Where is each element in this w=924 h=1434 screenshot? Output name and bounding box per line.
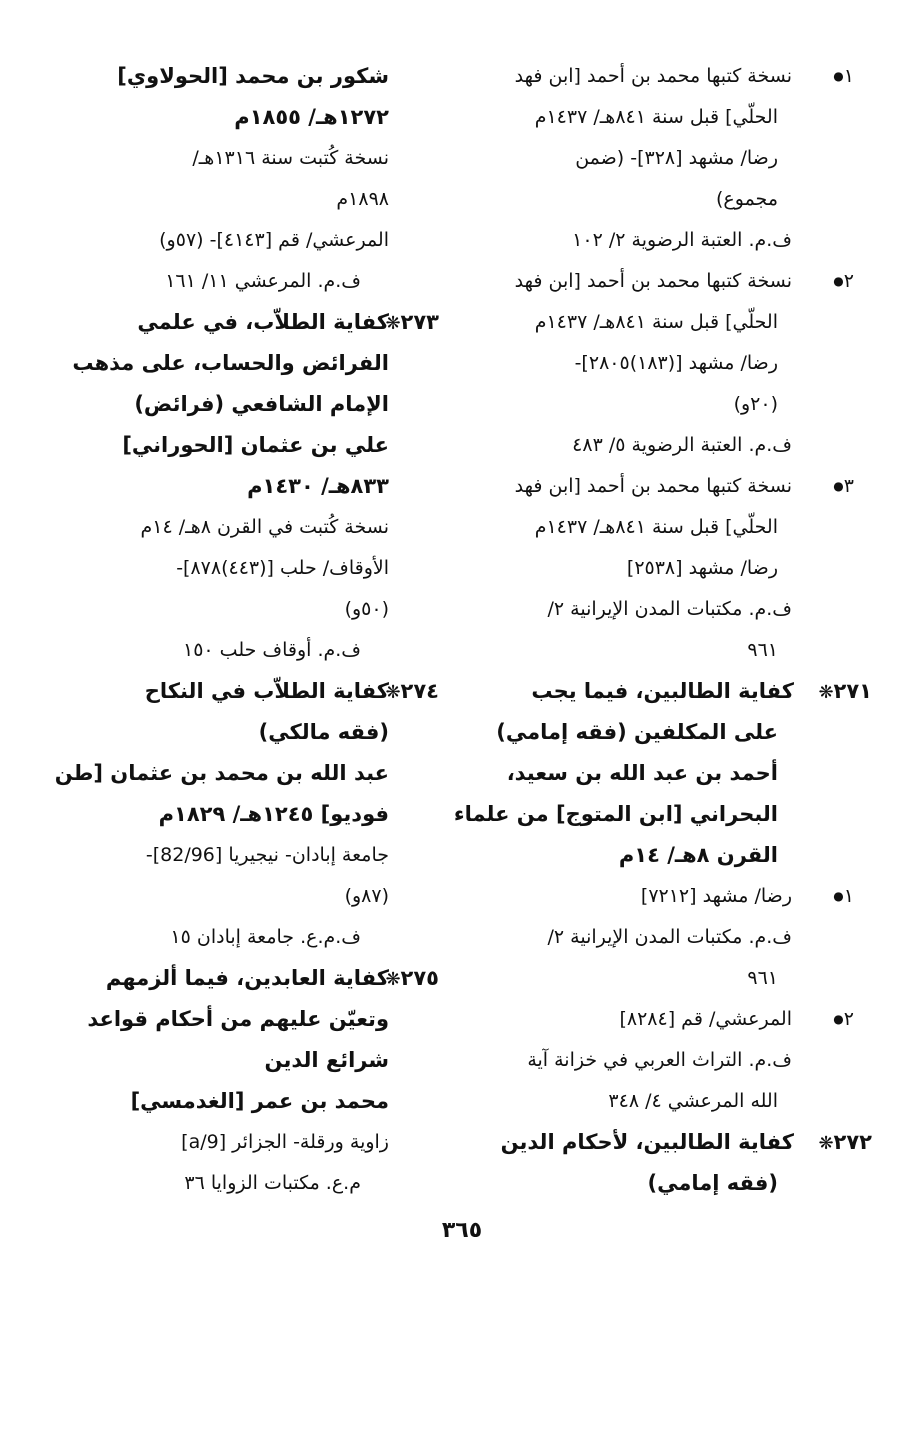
line-text: ف.م. المرعشي ١١/ ١٦١ [165, 270, 361, 292]
line-text: نسخة كتبها محمد بن أحمد [ابن فهد [514, 270, 792, 292]
star-icon: ❋ [385, 682, 401, 703]
bullet-number: ١ [843, 885, 854, 907]
text-line [470, 1081, 822, 1122]
line-text: (٥٠و) [344, 598, 389, 620]
line-text: فوديو] ١٢٤٥هـ/ ١٨٢٩م [158, 802, 389, 826]
page-number: ٣٦٥ [441, 1218, 483, 1243]
line-text: ٩٦١ [747, 967, 778, 989]
line-text: شرائع الدين [264, 1048, 389, 1072]
entry-number [382, 958, 439, 1000]
text-line [470, 138, 822, 179]
text-line [69, 1081, 389, 1122]
text-line [69, 56, 389, 97]
bullet-dot-icon: ● [833, 274, 844, 288]
text-line [69, 425, 389, 466]
line-text: (٨٧و) [344, 885, 389, 907]
entry-number-text: ٢٧٤ [400, 679, 439, 703]
bullet-dot-icon: ● [833, 1012, 844, 1026]
line-text: البحراني [ابن المتوج] من علماء [453, 802, 778, 826]
text-line [470, 425, 822, 466]
star-icon: ❋ [818, 682, 834, 703]
text-line [69, 507, 389, 548]
text-line [69, 999, 389, 1040]
line-text: ف.م. التراث العربي في خزانة آية [527, 1049, 792, 1071]
text-line [470, 1040, 822, 1081]
text-line [470, 835, 822, 876]
line-text: كفاية الطالبين، لأحكام الدين [500, 1130, 794, 1154]
text-line [69, 220, 389, 261]
text-line [470, 507, 822, 548]
entry-number-text: ٢٧٣ [400, 310, 439, 334]
line-text: على المكلفين (فقه إمامي) [496, 720, 778, 744]
text-line [69, 138, 389, 179]
line-text: علي بن عثمان [الحوراني] [122, 433, 389, 457]
line-text: الأوقاف/ حلب [(٤٤٣)٨٧٨]- [176, 557, 389, 579]
text-line [69, 671, 439, 712]
text-line [470, 876, 854, 917]
line-text: رضا/ مشهد [٣٢٨]- (ضمن [575, 147, 778, 169]
text-line [69, 548, 389, 589]
line-text: الإمام الشافعي (فرائض) [134, 392, 389, 416]
text-line [69, 794, 389, 835]
text-line [470, 753, 822, 794]
text-line [69, 466, 389, 507]
text-line [470, 1122, 872, 1163]
text-line [69, 1163, 389, 1204]
line-text: الحلّي] قبل سنة ٨٤١هـ/ ١٤٣٧م [534, 516, 778, 538]
line-text: ف.م.ع. جامعة إبادان ١٥ [170, 926, 361, 948]
line-text: الحلّي] قبل سنة ٨٤١هـ/ ١٤٣٧م [534, 311, 778, 333]
text-line [69, 343, 389, 384]
text-line [69, 97, 389, 138]
text-line [69, 835, 389, 876]
text-line [470, 671, 872, 712]
line-text: رضا/ مشهد [٢٥٣٨] [626, 557, 778, 579]
text-line [470, 179, 822, 220]
line-text: كفاية الطلاّب، في علمي [137, 310, 389, 334]
text-line [470, 712, 822, 753]
line-text: المرعشي/ قم [٨٢٨٤] [619, 1008, 792, 1030]
line-text: ٩٦١ [747, 639, 778, 661]
star-icon: ❋ [818, 1133, 834, 1154]
text-line [69, 876, 389, 917]
line-text: نسخة كُتبت سنة ١٣١٦هـ/ [192, 147, 389, 169]
bullet-marker [829, 466, 854, 507]
bullet-number: ٢ [843, 270, 854, 292]
bullet-dot-icon: ● [833, 69, 844, 83]
line-text: الفرائض والحساب، على مذهب [72, 351, 389, 375]
bullet-marker [829, 876, 854, 917]
line-text: كفاية العابدين، فيما ألزمهم [105, 966, 389, 990]
bullet-marker [829, 56, 854, 97]
line-text: نسخة كُتبت في القرن ٨هـ/ ١٤م [140, 516, 389, 538]
text-line [470, 589, 822, 630]
line-text: شكور بن محمد [الحولاوي] [117, 64, 389, 88]
entry-number-text: ٢٧٢ [833, 1130, 872, 1154]
text-line [69, 384, 389, 425]
text-line [69, 1122, 389, 1163]
line-text: (فقه مالكي) [258, 720, 389, 744]
line-text: أحمد بن عبد الله بن سعيد، [506, 761, 778, 785]
line-text: (٢٠و) [733, 393, 778, 415]
entry-number-text: ٢٧١ [833, 679, 872, 703]
text-line [470, 384, 822, 425]
line-text: (فقه إمامي) [647, 1171, 778, 1195]
text-line [470, 261, 854, 302]
line-text: عبد الله بن محمد بن عثمان [طن [54, 761, 389, 785]
line-text: نسخة كتبها محمد بن أحمد [ابن فهد [514, 475, 792, 497]
entry-number-text: ٢٧٥ [400, 966, 439, 990]
text-line [470, 302, 822, 343]
text-line [470, 1163, 822, 1204]
line-text: رضا/ مشهد [٧٢١٢] [640, 885, 792, 907]
text-line [69, 261, 389, 302]
text-line [470, 97, 822, 138]
text-line [54, 753, 389, 794]
text-line [470, 630, 822, 671]
line-text: وتعيّن عليهم من أحكام قواعد [87, 1007, 389, 1031]
bullet-number: ١ [843, 65, 854, 87]
text-line [470, 999, 854, 1040]
text-line [470, 548, 822, 589]
bullet-marker [829, 261, 854, 302]
line-text: مجموع) [716, 188, 778, 210]
line-text: ف.م. أوقاف حلب ١٥٠ [183, 639, 361, 661]
line-text: المرعشي/ قم [٤١٤٣]- (٥٧و) [159, 229, 389, 251]
text-line [69, 589, 389, 630]
line-text: رضا/ مشهد [(١٨٣)٢٨٠٥]- [574, 352, 778, 374]
line-text: جامعة إبادان- نيجيريا [82/96]- [145, 844, 389, 866]
line-text: م.ع. مكتبات الزوايا ٣٦ [184, 1172, 361, 1194]
text-line [470, 56, 854, 97]
text-line [470, 958, 822, 999]
line-text: ١٨٩٨م [336, 188, 389, 210]
line-text: الحلّي] قبل سنة ٨٤١هـ/ ١٤٣٧م [534, 106, 778, 128]
line-text: ف.م. العتبة الرضوية ٥/ ٤٨٣ [572, 434, 792, 456]
line-text: زاوية ورقلة- الجزائر [9/a] [181, 1131, 389, 1153]
text-line [470, 917, 822, 958]
line-text: ف.م. مكتبات المدن الإيرانية ٢/ [547, 598, 792, 620]
bullet-dot-icon: ● [833, 889, 844, 903]
line-text: القرن ٨هـ/ ١٤م [618, 843, 778, 867]
text-line [69, 917, 389, 958]
line-text: ١٢٧٢هـ/ ١٨٥٥م [234, 105, 389, 129]
star-icon: ❋ [385, 969, 401, 990]
text-line [470, 343, 822, 384]
text-line [470, 220, 822, 261]
bullet-number: ٢ [843, 1008, 854, 1030]
bullet-number: ٣ [843, 475, 854, 497]
entry-number [815, 1122, 872, 1164]
text-line [69, 1040, 389, 1081]
text-line [69, 630, 389, 671]
right-column [453, 56, 872, 1204]
line-text: ف.م. العتبة الرضوية ٢/ ١٠٢ [572, 229, 792, 251]
text-line [69, 958, 439, 999]
bullet-marker [829, 999, 854, 1040]
text-line [69, 179, 389, 220]
text-line [69, 302, 439, 343]
star-icon: ❋ [385, 313, 401, 334]
line-text: كفاية الطلاّب في النكاح [144, 679, 389, 703]
text-line [453, 794, 822, 835]
line-text: محمد بن عمر [الغدمسي] [130, 1089, 389, 1113]
line-text: ٨٣٣هـ/ ١٤٣٠م [247, 474, 389, 498]
line-text: الله المرعشي ٤/ ٣٤٨ [608, 1090, 778, 1112]
left-column [54, 56, 439, 1204]
entry-number [815, 671, 872, 713]
text-line [69, 712, 389, 753]
bullet-dot-icon: ● [833, 479, 844, 493]
text-line [470, 466, 854, 507]
entry-number [382, 302, 439, 344]
entry-number [382, 671, 439, 713]
line-text: ف.م. مكتبات المدن الإيرانية ٢/ [547, 926, 792, 948]
line-text: كفاية الطالبين، فيما يجب [531, 679, 794, 703]
line-text: نسخة كتبها محمد بن أحمد [ابن فهد [514, 65, 792, 87]
